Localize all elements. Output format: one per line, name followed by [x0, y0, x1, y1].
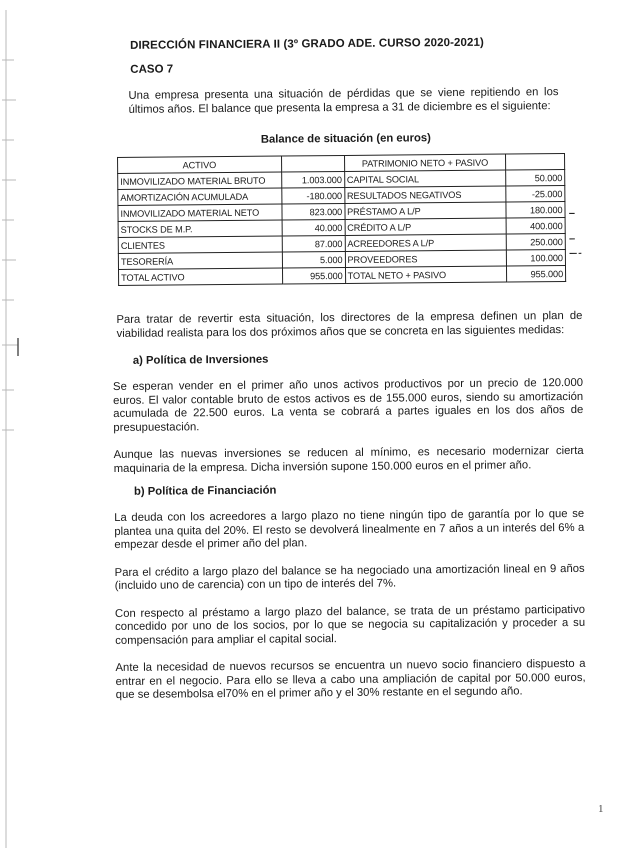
- section-b-paragraph-1: La deuda con los acreedores a largo plazo no tiene ningún tipo de garantía por lo que se plantea una quita del 20%. El resto se devolverá linealmente en 7 años a un interés del 6% a empezar desde el primer año del plan.: [114, 507, 585, 551]
- liability-label: CRÉDITO A L/P: [345, 218, 507, 235]
- margin-marks: [0, 0, 34, 848]
- asset-label: CLIENTES: [118, 236, 282, 253]
- asset-label: INMOVILIZADO MATERIAL BRUTO: [118, 172, 282, 189]
- handwritten-marks: [565, 153, 586, 283]
- header-activo: ACTIVO: [118, 156, 282, 173]
- section-a-paragraph-1: Se esperan vender en el primer año unos activos productivos por un precio de 120.000 euros. El valor contable bruto de estos activos es de 155.000 euros, siendo su amortización acumulada de 22.500 euros. La venta se cobrará a partes iguales en los dos años de presupuestación.: [112, 376, 584, 434]
- intro-paragraph: Una empresa presenta una situación de pérdidas que se viene repitiendo en los últimos años. El balance que presenta la empresa a 31 de diciembre es el siguiente:: [128, 86, 559, 116]
- document-page: [110, 36, 606, 703]
- header-pasivo: PATRIMONIO NETO + PASIVO: [344, 154, 506, 171]
- total-liability-value: 955.000: [507, 266, 566, 283]
- asset-label: STOCKS DE M.P.: [118, 220, 282, 237]
- asset-value: 1.003.000: [281, 171, 344, 188]
- total-asset-label: TOTAL ACTIVO: [119, 268, 283, 285]
- asset-label: INMOVILIZADO MATERIAL NETO: [118, 204, 282, 221]
- liability-label: RESULTADOS NEGATIVOS: [344, 186, 506, 203]
- balance-wrapper: [111, 153, 602, 286]
- table-row-total: [119, 266, 566, 286]
- liability-value: 100.000: [507, 250, 566, 267]
- document-title: DIRECCIÓN FINANCIERA II (3º GRADO ADE. CURSO 2020-2021): [129, 36, 485, 52]
- section-b-paragraph-3: Con respecto al préstamo a largo plazo del balance, se trata de un préstamo participativo concedido por uno de los socios, por lo que se negocia su capitalización y proceder a su compensación para ampliar el capital social.: [114, 603, 586, 647]
- liability-value: 180.000: [506, 202, 565, 219]
- section-b-paragraph-4: Ante la necesidad de nuevos recursos se encuentra un nuevo socio financiero dispuesto a entrar en el negocio. Para ello se lleva a cabo una ampliación de capital por 50.000 euros, que se desembolsa el70% en el primer año y el 30% restante en el segundo año.: [115, 657, 586, 701]
- total-asset-value: 955.000: [282, 267, 345, 284]
- liability-label: CAPITAL SOCIAL: [344, 170, 506, 187]
- section-a-heading: a) Política de Inversiones: [132, 353, 269, 367]
- asset-label: AMORTIZACIÓN ACUMULADA: [118, 188, 282, 205]
- liability-value: 400.000: [506, 218, 565, 235]
- case-label: CASO 7: [130, 63, 174, 76]
- liability-value: 50.000: [506, 170, 565, 187]
- header-activo-value: [281, 155, 344, 172]
- asset-value: 823.000: [281, 203, 344, 220]
- viability-intro: Para tratar de revertir esta situación, los directores de la empresa definen un plan de viabilidad realista para los dos próximos años que se concreta en las siguientes medidas:: [116, 309, 583, 340]
- section-b-heading: b) Política de Financiación: [133, 484, 277, 498]
- section-a-paragraph-2: Aunque las nuevas inversiones se reducen al mínimo, es necesario modernizar cierta maquinaria de la empresa. Dicha inversión supone 150.000 euros en el primer año.: [113, 444, 584, 475]
- liability-label: ACREEDORES A L/P: [345, 234, 507, 251]
- header-pasivo-value: [506, 154, 565, 171]
- balance-table: [117, 153, 566, 286]
- asset-value: 5.000: [282, 251, 345, 268]
- liability-value: 250.000: [506, 234, 565, 251]
- liability-label: PROVEEDORES: [345, 250, 507, 267]
- page-number: 1: [598, 803, 604, 815]
- asset-label: TESORERÍA: [118, 252, 282, 269]
- liability-label: PRÉSTAMO A L/P: [345, 202, 507, 219]
- total-liability-label: TOTAL NETO + PASIVO: [345, 266, 507, 283]
- asset-value: -180.000: [281, 187, 344, 204]
- liability-value: -25.000: [506, 186, 565, 203]
- section-b-paragraph-2: Para el crédito a largo plazo del balance se ha negociado una amortización lineal en 9 años (incluido uno de carencia) con un tipo de interés del 7%.: [114, 562, 585, 592]
- balance-title: Balance de situación (en euros): [260, 132, 431, 146]
- asset-value: 87.000: [282, 235, 345, 252]
- asset-value: 40.000: [282, 219, 345, 236]
